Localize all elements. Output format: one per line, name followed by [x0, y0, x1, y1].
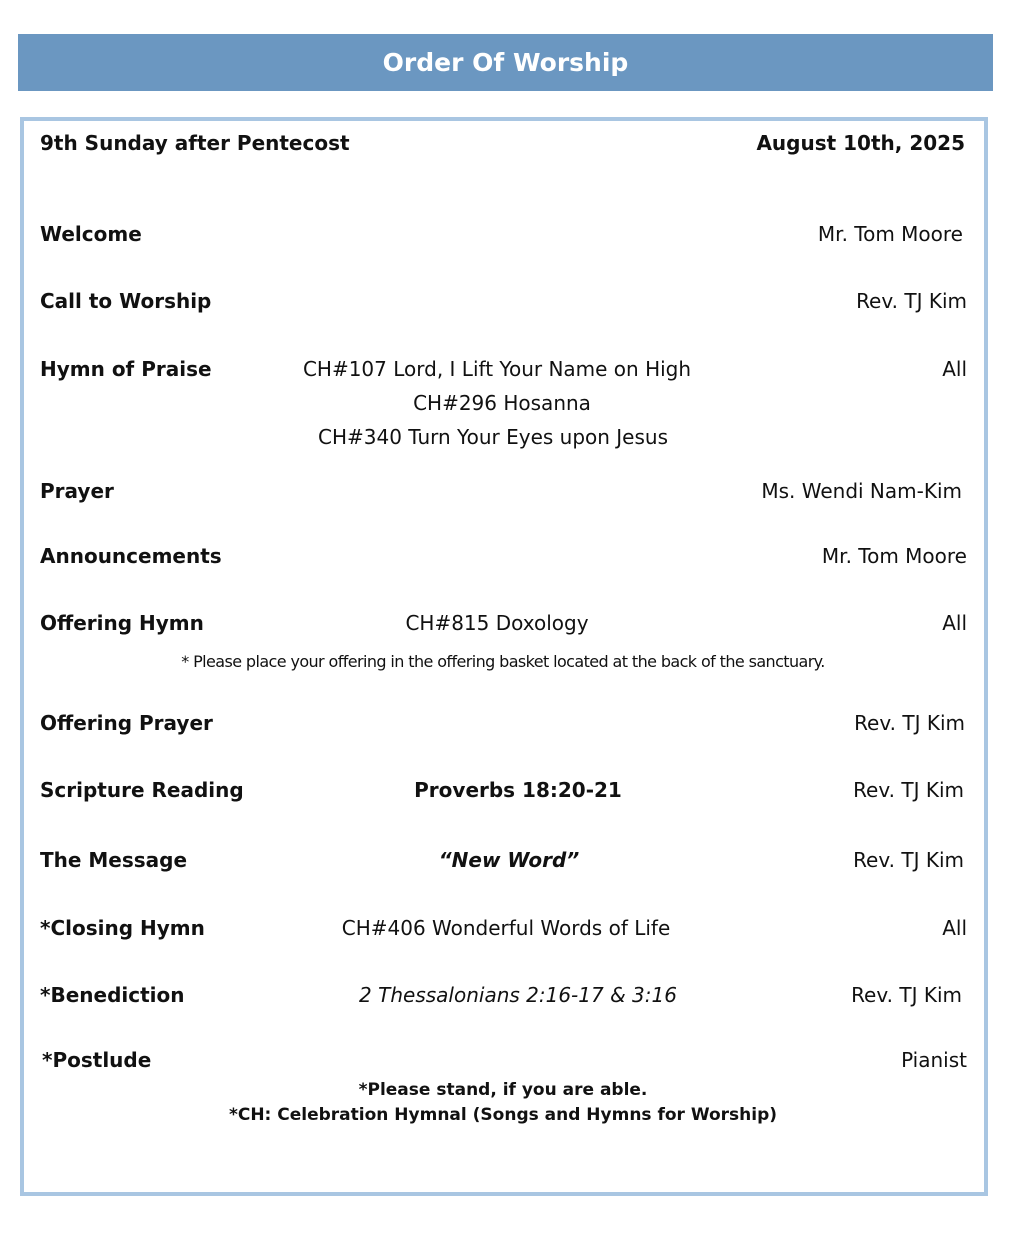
- item-leader-postlude: Pianist: [901, 1048, 967, 1072]
- offering-note: * Please place your offering in the offering basket located at the back of the sanctuary.: [181, 652, 825, 671]
- item-label-call-to-worship: Call to Worship: [40, 289, 212, 313]
- item-leader-call-to-worship: Rev. TJ Kim: [856, 289, 967, 313]
- item-label-prayer: Prayer: [40, 479, 114, 503]
- item-label-offering-prayer: Offering Prayer: [40, 711, 213, 735]
- item-leader-scripture-reading: Rev. TJ Kim: [853, 778, 964, 802]
- footnote-stand: *Please stand, if you are able.: [358, 1080, 648, 1100]
- item-leader-the-message: Rev. TJ Kim: [853, 848, 964, 872]
- hymn-of-praise-detail-2: CH#296 Hosanna: [413, 391, 591, 415]
- closing-hymn-detail: CH#406 Wonderful Words of Life: [341, 916, 671, 940]
- banner-title: Order Of Worship: [382, 48, 629, 77]
- order-of-worship-banner: [18, 34, 993, 91]
- item-leader-hymn-of-praise: All: [942, 357, 967, 381]
- offering-hymn-detail: CH#815 Doxology: [405, 611, 589, 635]
- item-label-closing-hymn: *Closing Hymn: [40, 916, 205, 940]
- item-label-the-message: The Message: [40, 848, 188, 872]
- item-label-welcome: Welcome: [40, 222, 142, 246]
- occasion-title: 9th Sunday after Pentecost: [40, 131, 350, 155]
- item-leader-prayer: Ms. Wendi Nam-Kim: [761, 479, 962, 503]
- item-label-postlude: *Postlude: [42, 1048, 152, 1072]
- item-leader-offering-prayer: Rev. TJ Kim: [854, 711, 965, 735]
- footnote-hymnal: *CH: Celebration Hymnal (Songs and Hymns for Worship): [228, 1105, 778, 1125]
- item-label-offering-hymn: Offering Hymn: [40, 611, 204, 635]
- item-leader-offering-hymn: All: [942, 611, 967, 635]
- message-title: “New Word”: [438, 848, 580, 872]
- item-label-hymn-of-praise: Hymn of Praise: [40, 357, 212, 381]
- item-leader-benediction: Rev. TJ Kim: [851, 983, 962, 1007]
- hymn-of-praise-detail-1: CH#107 Lord, I Lift Your Name on High: [302, 357, 692, 381]
- item-leader-announcements: Mr. Tom Moore: [821, 544, 967, 568]
- item-leader-closing-hymn: All: [942, 916, 967, 940]
- scripture-reading-detail: Proverbs 18:20-21: [414, 778, 622, 802]
- hymn-of-praise-detail-3: CH#340 Turn Your Eyes upon Jesus: [317, 425, 669, 449]
- item-leader-welcome: Mr. Tom Moore: [817, 222, 963, 246]
- item-label-announcements: Announcements: [40, 544, 222, 568]
- benediction-detail: 2 Thessalonians 2:16-17 & 3:16: [359, 983, 677, 1007]
- item-label-benediction: *Benediction: [40, 983, 185, 1007]
- item-label-scripture-reading: Scripture Reading: [40, 778, 244, 802]
- service-date: August 10th, 2025: [756, 131, 965, 155]
